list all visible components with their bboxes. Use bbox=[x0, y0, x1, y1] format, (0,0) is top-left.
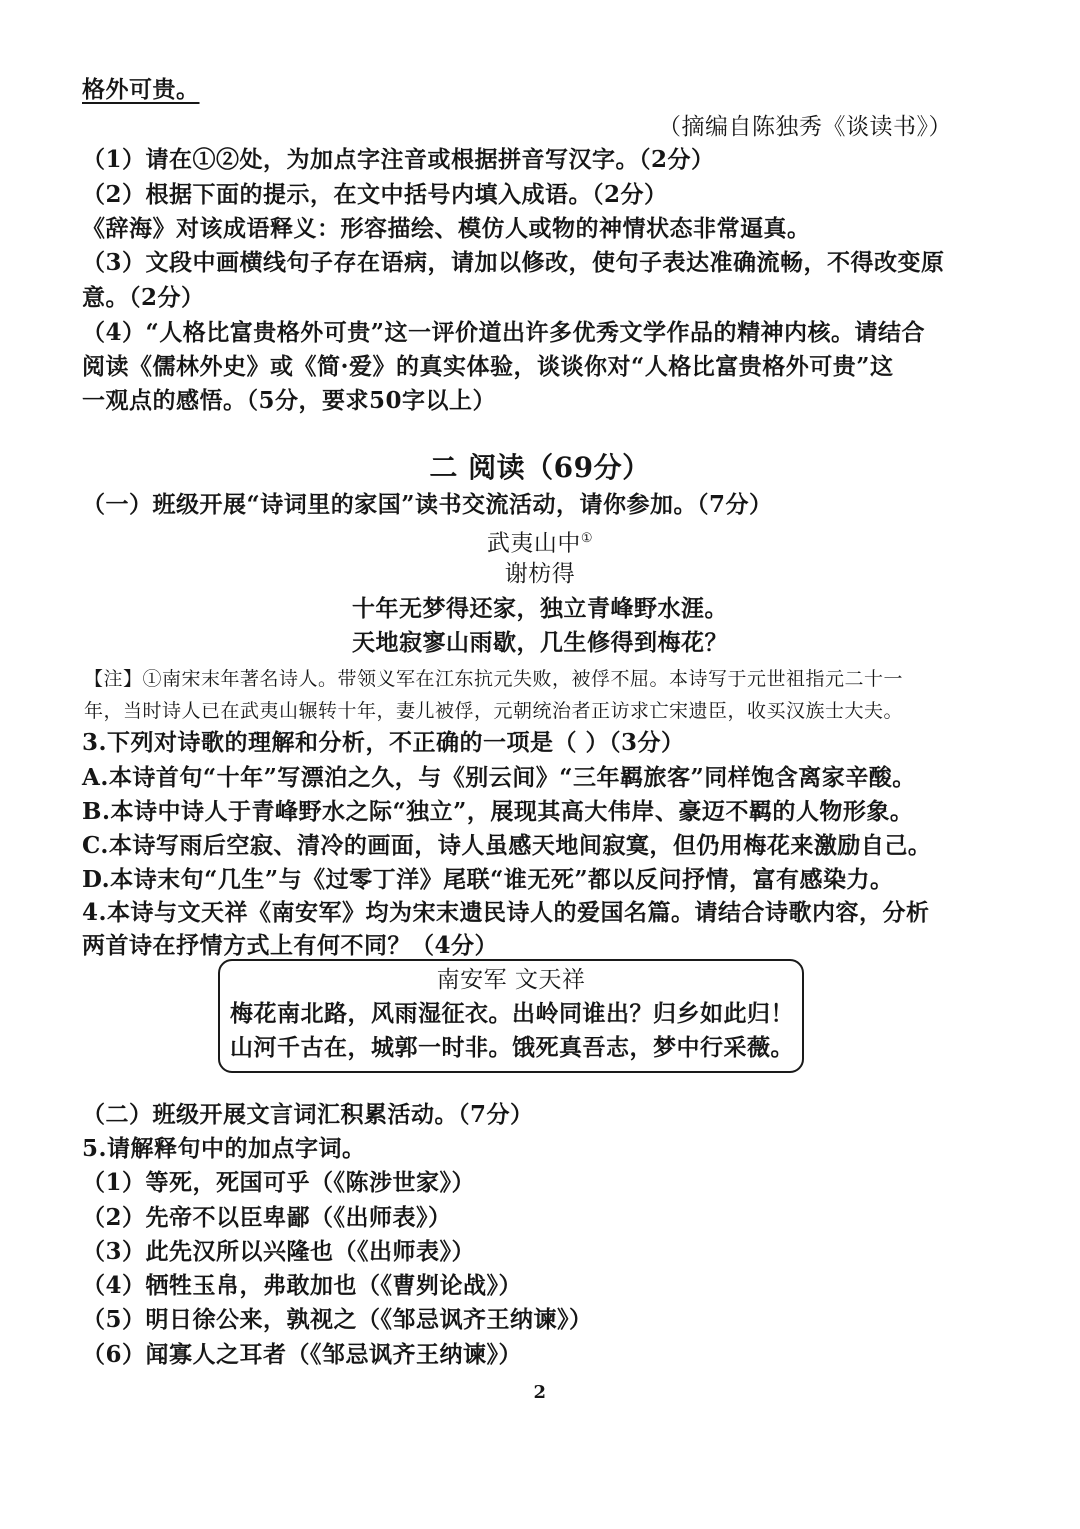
word-item-3: （3）此先汉所以兴隆也（《出师表》） bbox=[82, 1238, 476, 1265]
section-heading: 二 阅读（69分） bbox=[429, 451, 651, 484]
source-citation: （摘编自陈独秀《谈读书》） bbox=[658, 114, 952, 140]
question-1-3-line-b: 意。（2分） bbox=[82, 284, 205, 311]
question-1-3-line-a: （3）文段中画横线句子存在语病，请加以修改，使句子表达准确流畅，不得改变原 bbox=[82, 249, 945, 276]
question-1-1: （1）请在①②处，为加点字注音或根据拼音写汉字。（2分） bbox=[82, 146, 715, 173]
word-item-6: （6）闻寡人之耳者（《邹忌讽齐王纳谏》） bbox=[82, 1341, 523, 1368]
poem-author: 谢枋得 bbox=[504, 561, 576, 587]
part-2-heading: （二）班级开展文言词汇积累活动。（7分） bbox=[82, 1101, 534, 1128]
poem-line-1: 十年无梦得还家，独立青峰野水涯。 bbox=[352, 595, 728, 622]
page-number: 2 bbox=[533, 1382, 547, 1403]
reference-poem-line-2: 山河千古在，城郭一时非。饿死真吾志，梦中行采薇。 bbox=[230, 1034, 794, 1061]
poem-note-line-a: 【注】①南宋末年著名诗人。带领义军在江东抗元失败，被俘不屈。本诗写于元世祖指元二十一 bbox=[84, 668, 904, 690]
question-1-4-line-b: 阅读《儒林外史》或《简·爱》的真实体验，谈谈你对“人格比富贵格外可贵”这 bbox=[82, 353, 894, 380]
option-c: C.本诗写雨后空寂、清冷的画面，诗人虽感天地间寂寞，但仍用梅花来激励自己。 bbox=[82, 832, 932, 859]
question-1-2-hint: 《辞海》对该成语释义：形容描绘、模仿人或物的神情状态非常逼真。 bbox=[82, 215, 811, 242]
part-1-heading: （一）班级开展“诗词里的家国”读书交流活动，请你参加。（7分） bbox=[82, 491, 773, 518]
poem-title bbox=[0, 524, 1080, 559]
question-5: 5.请解释句中的加点字词。 bbox=[82, 1135, 366, 1162]
text-line-underlined: 格外可贵。 bbox=[82, 76, 200, 103]
option-d: D.本诗末句“几生”与《过零丁洋》尾联“谁无死”都以反问抒情，富有感染力。 bbox=[82, 866, 894, 893]
reference-poem-box bbox=[218, 959, 804, 1073]
reference-poem-line-1: 梅花南北路，风雨湿征衣。出岭同谁出？归乡如此归！ bbox=[230, 1000, 794, 1027]
question-1-4-line-c: 一观点的感悟。（5分，要求50字以上） bbox=[82, 387, 497, 414]
question-4-line-b: 两首诗在抒情方式上有何不同？（4分） bbox=[82, 932, 499, 959]
word-item-5: （5）明日徐公来，孰视之（《邹忌讽齐王纳谏》） bbox=[82, 1306, 593, 1333]
question-1-4-line-a: （4）“人格比富贵格外可贵”这一评价道出许多优秀文学作品的精神内核。请结合 bbox=[82, 319, 925, 346]
word-item-1: （1）等死，死国可乎（《陈涉世家》） bbox=[82, 1169, 476, 1196]
poem-title-text: 武夷山中 bbox=[486, 530, 581, 557]
option-b: B.本诗中诗人于青峰野水之际“独立”，展现其高大伟岸、豪迈不羁的人物形象。 bbox=[82, 798, 914, 825]
poem-line-2: 天地寂寥山雨歇，几生修得到梅花？ bbox=[352, 629, 728, 656]
question-1-2: （2）根据下面的提示，在文中括号内填入成语。（2分） bbox=[82, 181, 668, 208]
option-a: A.本诗首句“十年”写漂泊之久，与《别云间》“三年羁旅客”同样饱含离家辛酸。 bbox=[82, 764, 916, 791]
word-item-4: （4）牺牲玉帛，弗敢加也（《曹刿论战》） bbox=[82, 1272, 523, 1299]
poem-note-line-b: 年，当时诗人已在武夷山辗转十年，妻儿被俘，元朝统治者正访求亡宋遗臣，收买汉族士大夫。 bbox=[84, 700, 904, 722]
poem-footnote-mark: ① bbox=[580, 531, 594, 546]
question-3: 3.下列对诗歌的理解和分析，不正确的一项是（ ）（3分） bbox=[82, 729, 685, 756]
question-4-line-a: 4.本诗与文天祥《南安军》均为宋末遗民诗人的爱国名篇。请结合诗歌内容，分析 bbox=[82, 899, 930, 926]
word-item-2: （2）先帝不以臣卑鄙（《出师表》） bbox=[82, 1204, 452, 1231]
reference-poem-title: 南安军 文天祥 bbox=[436, 967, 586, 993]
